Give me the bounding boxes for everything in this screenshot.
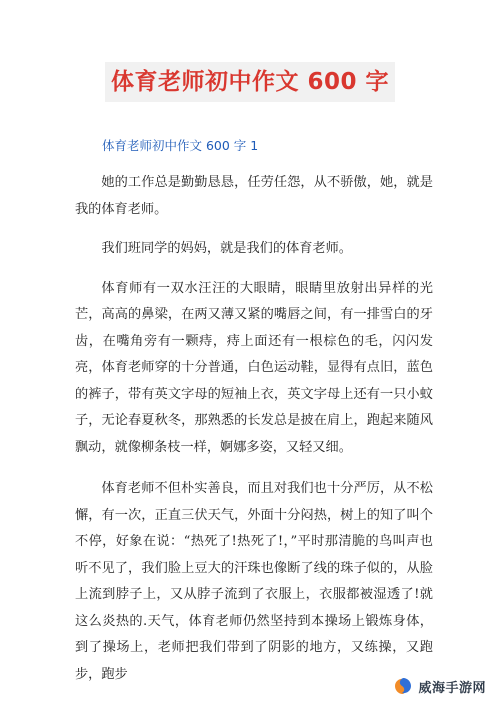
paragraph-1: 她的工作总是勤勤恳恳，任劳任怨，从不骄傲，她，就是我的体育老师。 (75, 175, 433, 217)
wave-logo-icon (392, 675, 414, 697)
section-heading: 体育老师初中作文 600 字 1 (102, 138, 259, 153)
watermark-text: 威海手游网 (418, 680, 486, 696)
paragraph-2: 我们班同学的妈妈，就是我们的体育老师。 (101, 241, 352, 256)
title-container (0, 62, 500, 102)
paragraph-3: 体育师有一双水汪汪的大眼睛，眼睛里放射出异样的光芒，高高的鼻梁，在两又薄又紧的嘴唇之间，有一排雪白的牙齿，在嘴角旁有一颗痔，痔上面还有一根棕色的毛，闪闪发亮，体育老师穿的十分普通，白色运动鞋，显得有点旧，蓝色的裤子，带有英文字母的短袖上衣，英文字母上还有一只小蚊子，无论春夏秋冬，那熟悉的长发总是披在肩上，跑起来随风飘动，就像柳条枝一样，婀娜多姿，又轻又细。 (75, 280, 433, 455)
article-body (75, 170, 433, 703)
site-watermark (388, 672, 492, 700)
page-title: 体育老师初中作文 600 字 (105, 62, 395, 102)
paragraph-4: 体育老师不但朴实善良，而且对我们也十分严厉，从不松懈，有一次，正直三伏天气，外面十分闷热，树上的知了叫个不停，好象在说：“热死了!热死了!，”平时那清脆的鸟叫声也听不见了，我们脸上豆大的汗珠也像断了线的珠子似的，从脸上流到脖子上，又从脖子流到了衣服上，衣服都被湿透了!就这么炎热的.天气，体育老师仍然坚持到本操场上锻炼身体，到了操场上，老师把我们带到了阴影的地方，又练操，又跑步，跑步 (75, 481, 433, 682)
